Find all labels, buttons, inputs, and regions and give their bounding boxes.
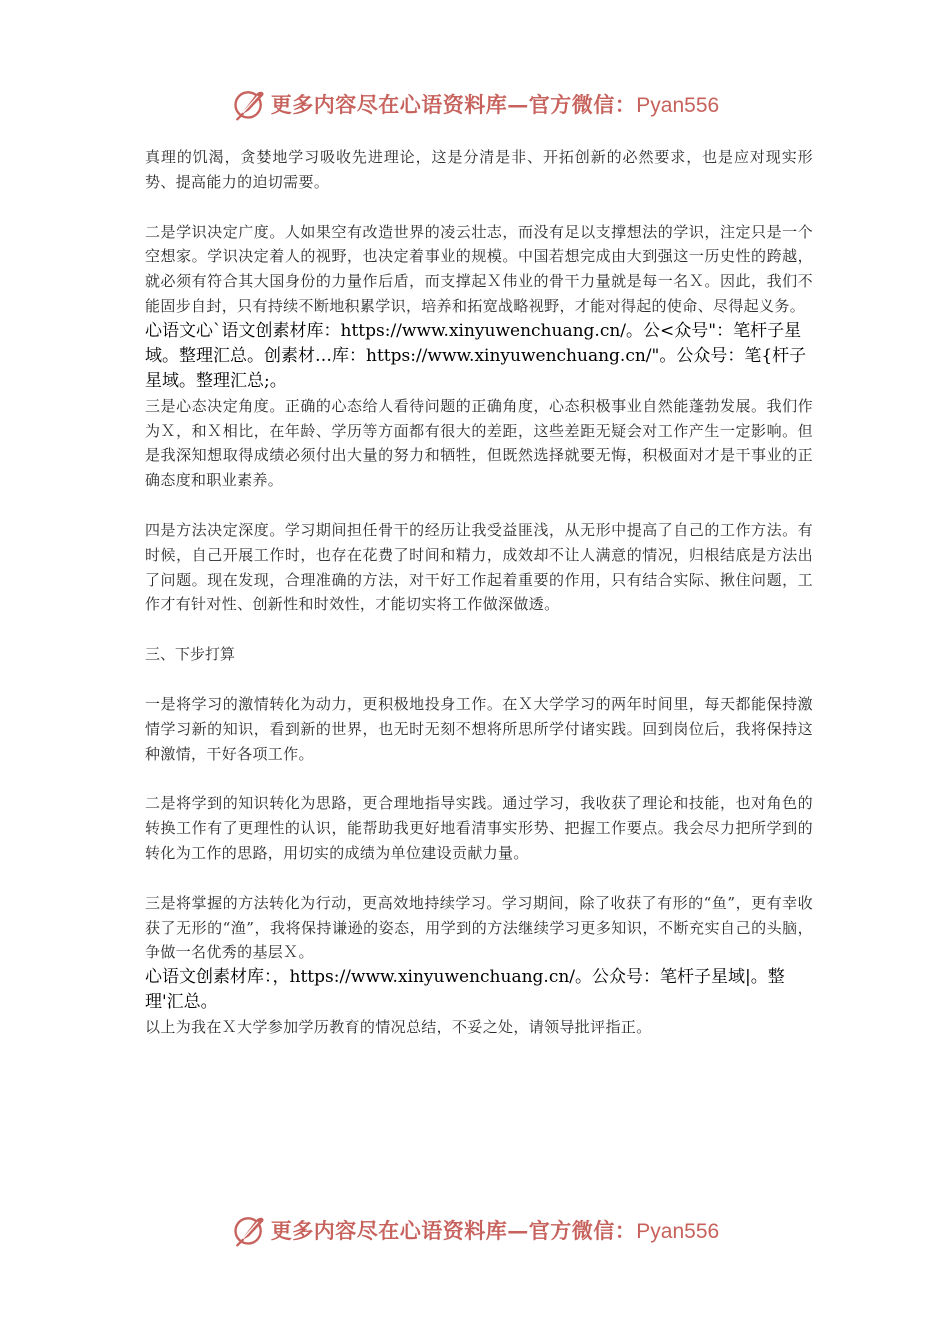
paragraph-method-to-action: 三是将掌握的方法转化为行动，更高效地持续学习。学习期间，除了收获了有形的“鱼”，更有幸收获了无形的“渔”，我将保持谦逊的姿态，用学到的方法继续学习更多知识，不断充实自己的头脑，争做一名优秀的基层Ｘ。 [145, 893, 813, 962]
quill-pen-icon [231, 86, 267, 122]
paragraph-conclusion: 以上为我在Ｘ大学参加学历教育的情况总结，不妥之处，请领导批评指正。 [145, 1018, 652, 1037]
watermark-text-1: 心语文心`语文创素材库：https://www.xinyuwenchuang.cn/。公<众号"：笔杆子星域。整理汇总。创素材…库：https://www.xinyuwenchuang.cn/"。公众号：笔{杆子星域。整理汇总;。 [145, 320, 807, 391]
watermark-text-2: 心语文创素材库：，https://www.xinyuwenchuang.cn/。公众号：笔杆子星域|。整理'汇总。 [145, 967, 785, 1013]
paragraph-knowledge-to-thinking: 二是将学到的知识转化为思路，更合理地指导实践。通过学习，我收获了理论和技能，也对角色的转换工作有了更理性的认识，能帮助我更好地看清事实形势、把握工作要点。我会尽力把所学到的转化为工作的思路，用切实的成绩为单位建设贡献力量。 [145, 794, 813, 862]
section-heading-next-steps: 三、下步打算 [145, 645, 236, 664]
paragraph-method-depth: 四是方法决定深度。学习期间担任骨干的经历让我受益匪浅，从无形中提高了自己的工作方法。有时候，自己开展工作时，也存在花费了时间和精力，成效却不让人满意的情况，归根结底是方法出了问题。现在发现，合理准确的方法，对干好工作起着重要的作用，只有结合实际、揪住问题，工作才有针对性、创新性和时效性，才能切实将工作做深做透。 [145, 520, 813, 614]
header-banner-text: 更多内容尽在心语资料库—官方微信：Pyan556 [270, 92, 720, 117]
footer-banner-text: 更多内容尽在心语资料库—官方微信：Pyan556 [270, 1218, 720, 1243]
paragraph-intro-continuation: 真理的饥渴，贪婪地学习吸收先进理论，这是分清是非、开拓创新的必然要求，也是应对现实形势、提高能力的迫切需要。 [145, 148, 813, 191]
paragraph-knowledge-breadth: 二是学识决定广度。人如果空有改造世界的凌云壮志，而没有足以支撑想法的学识，注定只是一个空想家。学识决定着人的视野，也决定着事业的规模。中国若想完成由大到强这一历史性的跨越，就必须有符合其大国身份的力量作后盾，而支撑起Ｘ伟业的骨干力量就是每一名Ｘ。因此，我们不能固步自封，只有持续不断地积累学识，培养和拓宽战略视野，才能对得起的使命、尽得起义务。 [145, 222, 813, 315]
header-banner [0, 84, 950, 124]
footer-banner-contact: Pyan556 [636, 1220, 720, 1243]
paragraph-passion-to-motivation: 一是将学习的激情转化为动力，更积极地投身工作。在Ｘ大学学习的两年时间里，每天都能保持激情学习新的知识，看到新的世界，也无时无刻不想将所思所学付诸实践。回到岗位后，我将保持这种激情，干好各项工作。 [145, 694, 813, 763]
header-banner-contact: Pyan556 [636, 94, 720, 117]
paragraph-attitude-angle: 三是心态决定角度。正确的心态给人看待问题的正确角度，心态积极事业自然能蓬勃发展。我们作为Ｘ，和Ｘ相比，在年龄、学历等方面都有很大的差距，这些差距无疑会对工作产生一定影响。但是我深知想取得成绩必须付出大量的努力和牺牲，但既然选择就要无悔，积极面对才是干事业的正确态度和职业素养。 [145, 396, 813, 490]
quill-pen-icon [231, 1212, 267, 1248]
footer-banner [0, 1210, 950, 1250]
document-body [145, 145, 813, 1040]
